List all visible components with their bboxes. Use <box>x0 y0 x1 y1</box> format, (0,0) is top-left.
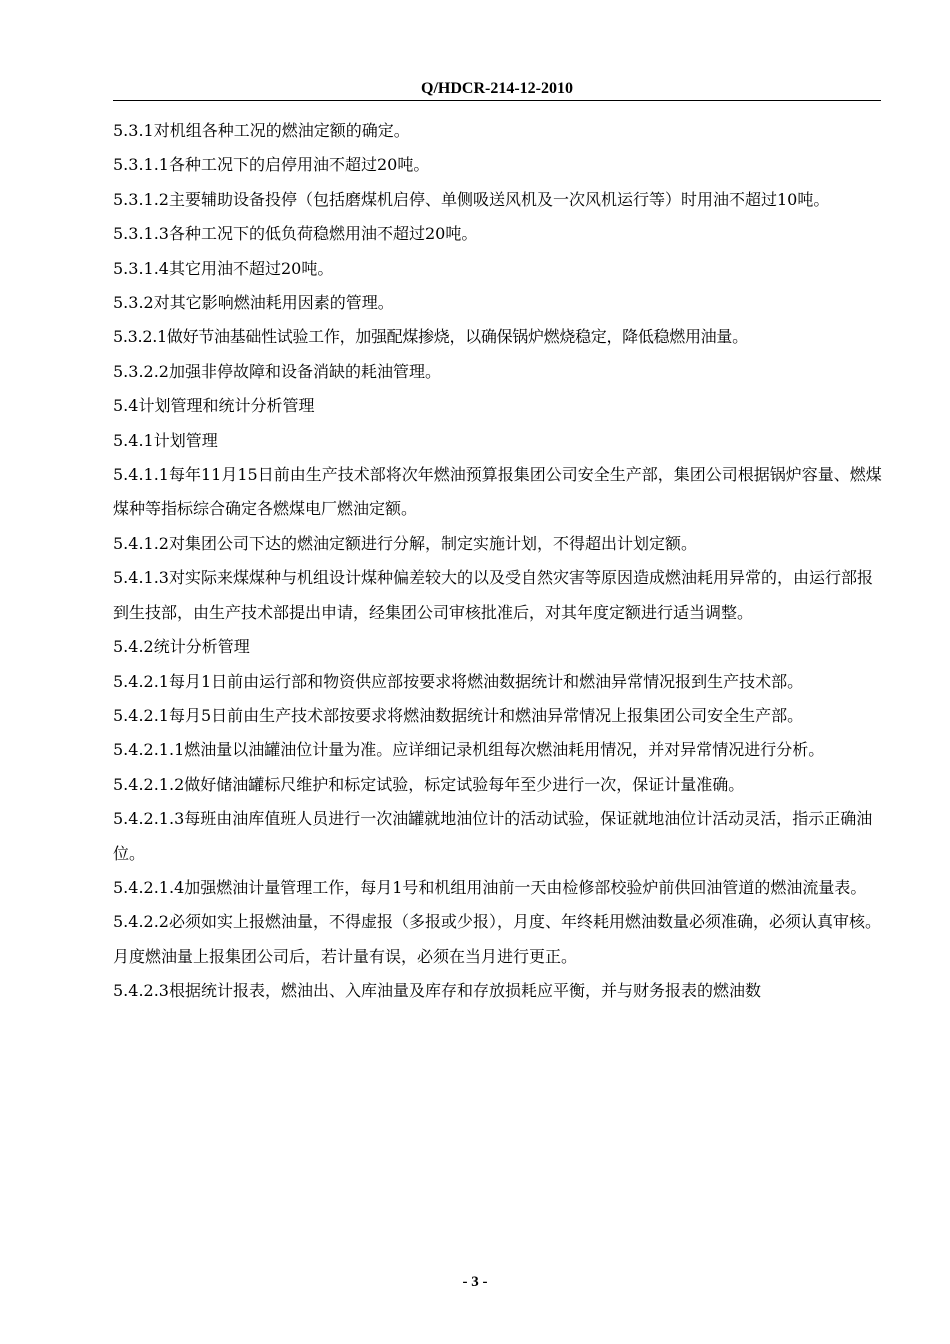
paragraph-5-4-1-3: 5.4.1.3对实际来煤煤种与机组设计煤种偏差较大的以及受自然灾害等原因造成燃油耗用异常的，由运行部报到生技部，由生产技术部提出申请，经集团公司审核批准后，对其年度定额进行适当调整。 <box>113 568 873 622</box>
page-number: - 3 - <box>462 1274 488 1290</box>
paragraph-5-4-2-3: 5.4.2.3根据统计报表，燃油出、入库油量及库存和存放损耗应平衡，并与财务报表的燃油数 <box>113 981 761 1001</box>
paragraph-5-3-1-4: 5.3.1.4其它用油不超过20吨。 <box>113 258 334 278</box>
document-body <box>113 114 883 1009</box>
paragraph-5-3-2-2: 5.3.2.2加强非停故障和设备消缺的耗油管理。 <box>113 361 441 381</box>
section-heading-5-4-2: 5.4.2统计分析管理 <box>113 637 250 657</box>
paragraph-5-4-2-1-3: 5.4.2.1.3每班由油库值班人员进行一次油罐就地油位计的活动试验，保证就地油位计活动灵活，指示正确油位。 <box>113 809 873 863</box>
paragraph-5-4-2-1-4: 5.4.2.1.4加强燃油计量管理工作，每月1号和机组用油前一天由检修部校验炉前供回油管道的燃油流量表。 <box>113 877 867 897</box>
document-code-header: Q/HDCR-214-12-2010 <box>421 80 573 97</box>
paragraph-5-4-2-1-1: 5.4.2.1.1燃油量以油罐油位计量为准。应详细记录机组每次燃油耗用情况，并对异常情况进行分析。 <box>113 740 825 760</box>
paragraph-5-3-1: 5.3.1对机组各种工况的燃油定额的确定。 <box>113 121 410 140</box>
paragraph-5-3-1-3: 5.3.1.3各种工况下的低负荷稳燃用油不超过20吨。 <box>113 224 478 244</box>
paragraph-5-4-2-1-2: 5.4.2.1.2做好储油罐标尺维护和标定试验，标定试验每年至少进行一次，保证计量准确。 <box>113 774 745 794</box>
paragraph-5-4-2-1-b: 5.4.2.1每月5日前由生产技术部按要求将燃油数据统计和燃油异常情况上报集团公司安全生产部。 <box>113 705 804 725</box>
section-heading-5-4: 5.4计划管理和统计分析管理 <box>113 396 315 416</box>
paragraph-5-4-1-2: 5.4.1.2对集团公司下达的燃油定额进行分解，制定实施计划，不得超出计划定额。 <box>113 533 697 553</box>
paragraph-5-3-1-1: 5.3.1.1各种工况下的启停用油不超过20吨。 <box>113 155 430 175</box>
paragraph-5-4-1-1: 5.4.1.1每年11月15日前由生产技术部将次年燃油预算报集团公司安全生产部，集团公司根据锅炉容量、燃煤煤种等指标综合确定各燃煤电厂燃油定额。 <box>113 465 882 519</box>
paragraph-5-4-2-1-a: 5.4.2.1每月1日前由运行部和物资供应部按要求将燃油数据统计和燃油异常情况报到生产技术部。 <box>113 671 804 691</box>
section-heading-5-4-1: 5.4.1计划管理 <box>113 430 218 450</box>
paragraph-5-3-1-2: 5.3.1.2主要辅助设备投停（包括磨煤机启停、单侧吸送风机及一次风机运行等）时用油不超过10吨。 <box>113 189 830 209</box>
paragraph-5-4-2-2: 5.4.2.2必须如实上报燃油量，不得虚报（多报或少报），月度、年终耗用燃油数量必须准确，必须认真审核。月度燃油量上报集团公司后，若计量有误，必须在当月进行更正。 <box>113 912 881 966</box>
paragraph-5-3-2-1: 5.3.2.1做好节油基础性试验工作，加强配煤掺烧，以确保锅炉燃烧稳定，降低稳燃用油量。 <box>113 327 748 347</box>
paragraph-5-3-2: 5.3.2对其它影响燃油耗用因素的管理。 <box>113 293 394 313</box>
header-divider <box>113 100 881 101</box>
